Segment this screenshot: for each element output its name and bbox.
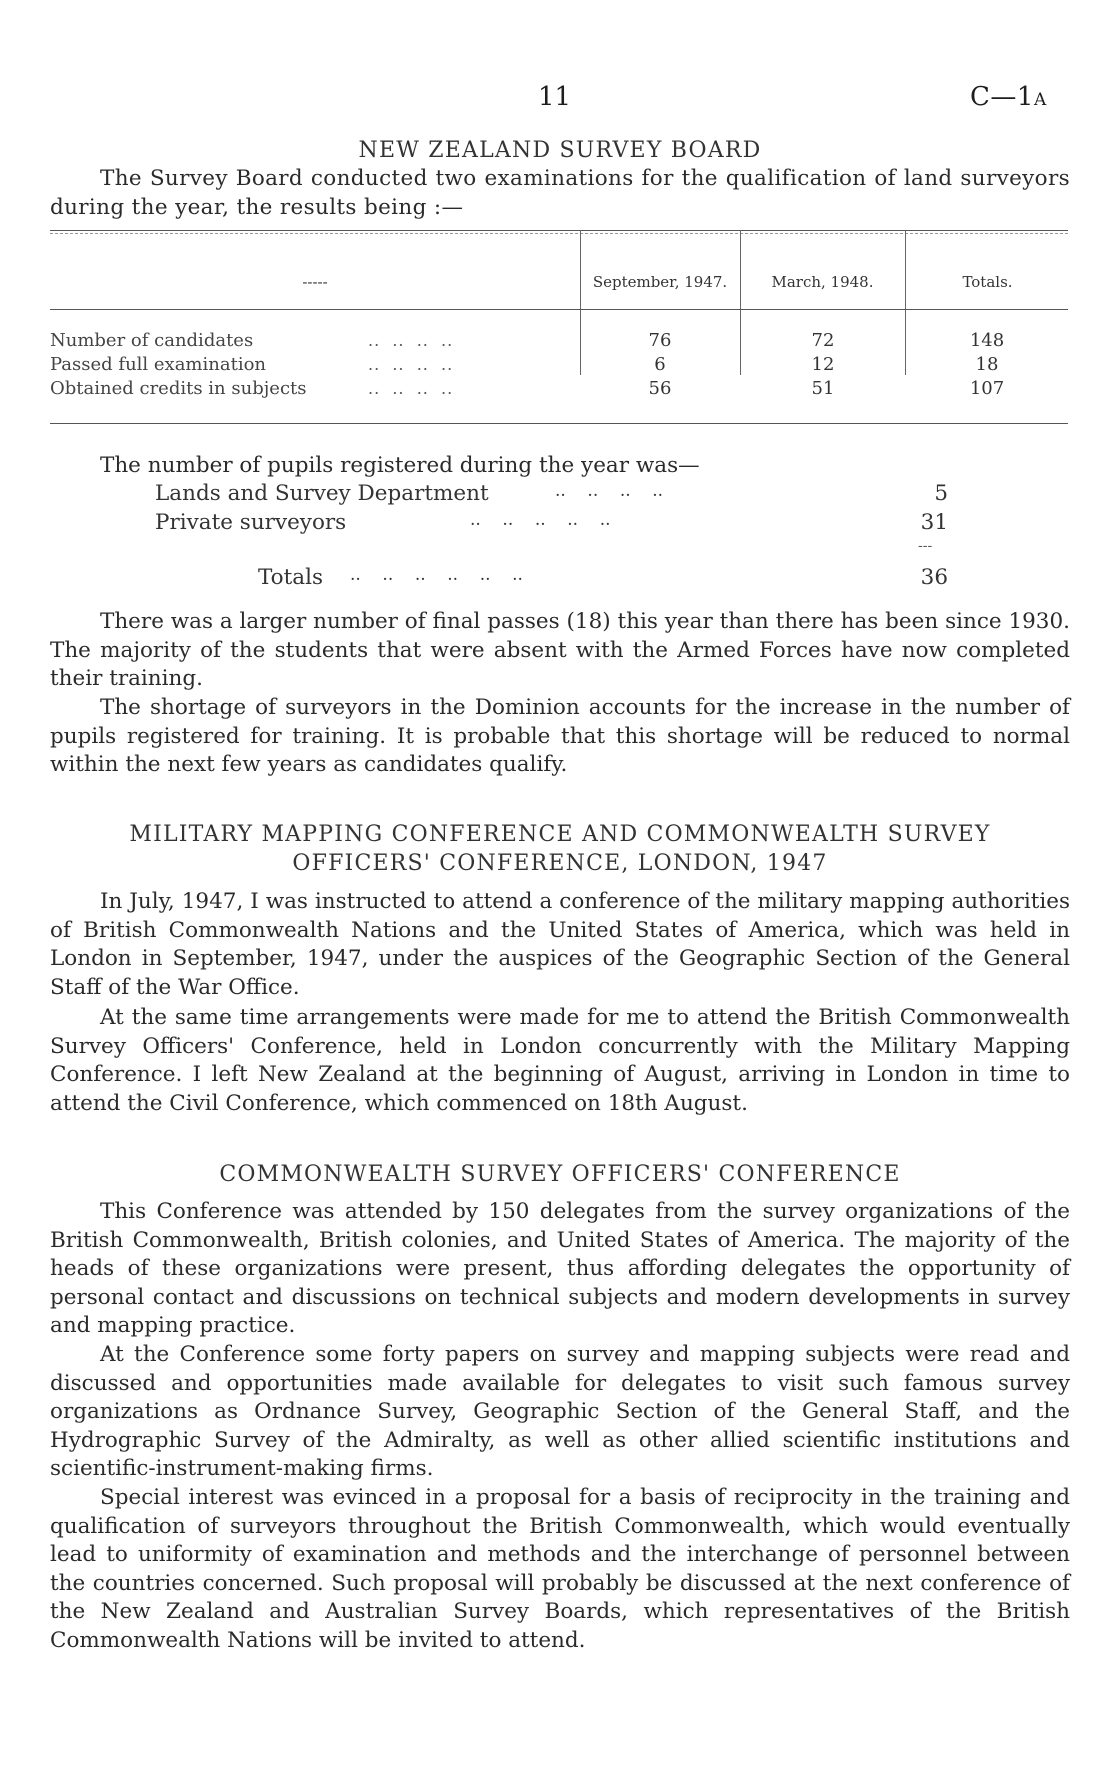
table-header-label: ----- bbox=[302, 273, 328, 291]
table-cell: 56 bbox=[648, 378, 672, 399]
pupils-lands-dots: .. .. .. .. bbox=[555, 481, 664, 501]
pupils-total-dots: .. .. .. .. .. .. bbox=[350, 565, 523, 585]
table-column-divider bbox=[740, 230, 741, 375]
pupils-lands-label: Lands and Survey Department bbox=[155, 481, 489, 506]
table-row-label: Passed full examination bbox=[50, 354, 266, 375]
table-header-rule bbox=[50, 309, 1068, 310]
commonwealth-conference-heading: COMMONWEALTH SURVEY OFFICERS' CONFERENCE bbox=[219, 1162, 901, 1187]
document-reference-main: C—1 bbox=[970, 82, 1034, 112]
document-reference bbox=[970, 82, 1047, 112]
surveyor-shortage-paragraph: The shortage of surveyors in the Dominion accounts for the increase in the number of pupils registered for training. It is probable that this shortage will be reduced to normal within the next few years as candidates qualify. bbox=[50, 695, 1070, 778]
military-conference-heading-line2: OFFICERS' CONFERENCE, LONDON, 1947 bbox=[292, 851, 828, 876]
table-cell: 51 bbox=[811, 378, 835, 399]
table-cell: 76 bbox=[648, 330, 672, 351]
pupils-total-rule: --- bbox=[918, 538, 933, 554]
table-bottom-rule bbox=[50, 423, 1068, 424]
table-cell: 6 bbox=[654, 354, 666, 375]
table-cell: 18 bbox=[975, 354, 999, 375]
table-header-march: March, 1948. bbox=[771, 273, 874, 291]
table-top-rule-thin bbox=[50, 233, 1068, 234]
table-header-september: September, 1947. bbox=[592, 273, 728, 291]
table-top-rule bbox=[50, 230, 1068, 231]
table-cell: 72 bbox=[811, 330, 835, 351]
document-reference-suffix: A bbox=[1033, 90, 1047, 110]
table-row-dots: .. .. .. .. bbox=[368, 331, 454, 350]
pupils-intro: The number of pupils registered during the year was— bbox=[100, 453, 700, 478]
commonwealth-conference-paragraph-1: This Conference was attended by 150 delegates from the survey organizations of the British Commonwealth, British colonies, and United States of America. The majority of the heads of these organizations were present, thus affording delegates the opportunity of personal contact and discussions on technical subjects and modern developments in survey and mapping practice. bbox=[50, 1199, 1070, 1339]
pupils-total-value: 36 bbox=[920, 565, 948, 590]
military-conference-heading-line1: MILITARY MAPPING CONFERENCE AND COMMONWEALTH SURVEY bbox=[129, 822, 991, 847]
pupils-lands-value: 5 bbox=[934, 481, 948, 506]
page-number: 11 bbox=[538, 82, 572, 112]
table-row-dots: .. .. .. .. bbox=[368, 379, 454, 398]
table-cell: 107 bbox=[969, 378, 1005, 399]
military-conference-paragraph-2: At the same time arrangements were made for me to attend the British Commonwealth Survey Officers' Conference, held in London concurrently with the Military Mapping Conference. I left New Zealand at the beginning of August, arriving in London in time to attend the Civil Conference, which commenced on 18th August. bbox=[50, 1005, 1070, 1116]
pupils-private-dots: .. .. .. .. .. bbox=[470, 510, 611, 530]
table-row-dots: .. .. .. .. bbox=[368, 355, 454, 374]
commonwealth-conference-paragraph-2: At the Conference some forty papers on survey and mapping subjects were read and discussed and opportunities made available for delegates to visit such famous survey organizations as Ordnance Survey, Geographic Section of the General Staff, and the Hydrographic Survey of the Admiralty, as well as other allied scientific institutions and scientific-instrument-making firms. bbox=[50, 1342, 1070, 1482]
final-passes-paragraph: There was a larger number of final passes (18) this year than there has been since 1930. The majority of the students that were absent with the Armed Forces have now completed their training. bbox=[50, 609, 1070, 692]
table-column-divider bbox=[905, 230, 906, 375]
pupils-total-label: Totals bbox=[258, 565, 323, 590]
table-cell: 148 bbox=[969, 330, 1005, 351]
survey-board-intro: The Survey Board conducted two examinations for the qualification of land surveyors during the year, the results being :— bbox=[50, 166, 1070, 220]
table-header-totals: Totals. bbox=[962, 273, 1013, 291]
pupils-private-label: Private surveyors bbox=[155, 510, 347, 535]
table-row-label: Obtained credits in subjects bbox=[50, 378, 307, 399]
table-row-label: Number of candidates bbox=[50, 330, 254, 351]
table-column-divider bbox=[580, 230, 581, 375]
commonwealth-conference-paragraph-3: Special interest was evinced in a proposal for a basis of reciprocity in the training and qualification of surveyors throughout the British Commonwealth, which would eventually lead to uniformity of examination and methods and the interchange of personnel between the countries concerned. Such proposal will probably be discussed at the next conference of the New Zealand and Australian Survey Boards, which representatives of the British Commonwealth Nations will be invited to attend. bbox=[50, 1485, 1070, 1653]
table-cell: 12 bbox=[811, 354, 835, 375]
pupils-private-value: 31 bbox=[920, 510, 948, 535]
survey-board-heading: NEW ZEALAND SURVEY BOARD bbox=[358, 138, 762, 163]
military-conference-paragraph-1: In July, 1947, I was instructed to attend a conference of the military mapping authorities of British Commonwealth Nations and the United States of America, which was held in London in September, 1947, under the auspices of the Geographic Section of the General Staff of the War Office. bbox=[50, 889, 1070, 1000]
